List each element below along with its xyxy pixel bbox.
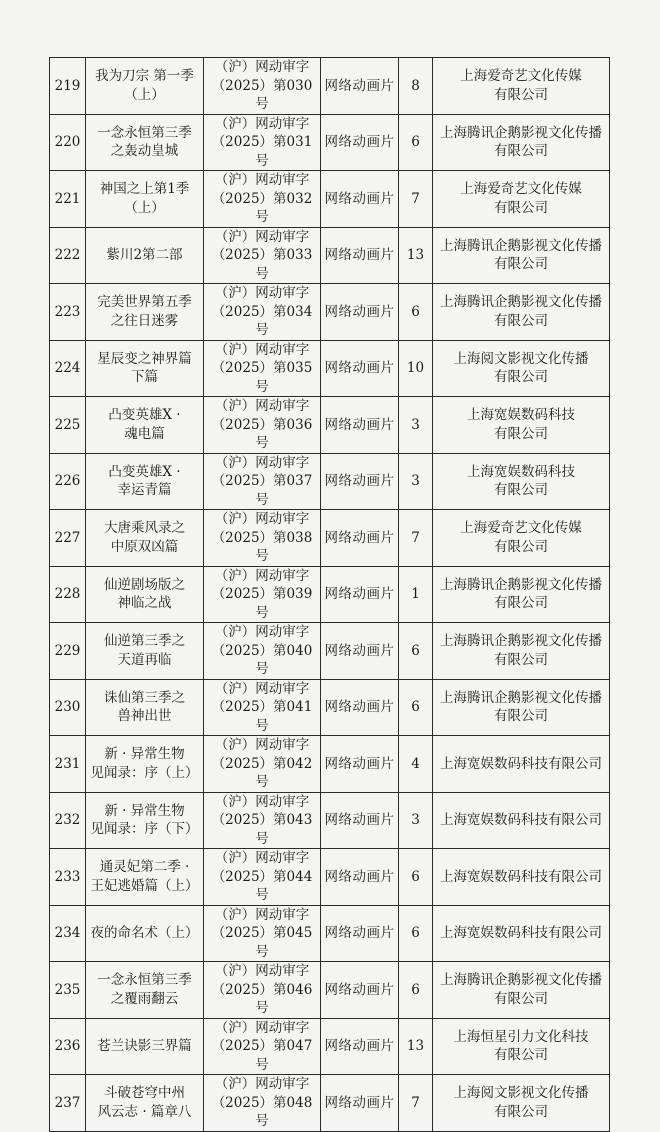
title-cell: 完美世界第五季 之往日迷雾	[86, 284, 204, 341]
company-cell: 上海爱奇艺文化传媒 有限公司	[433, 58, 610, 115]
permit-number-cell: （沪）网动审字 （2025）第047号	[204, 1018, 321, 1075]
permit-number-cell: （沪）网动审字 （2025）第036号	[204, 397, 321, 454]
company-cell: 上海宽娱数码科技 有限公司	[433, 397, 610, 454]
episodes-cell: 6	[399, 849, 433, 906]
company-cell: 上海宽娱数码科技有限公司	[433, 849, 610, 906]
type-cell: 网络动画片	[321, 284, 399, 341]
type-cell: 网络动画片	[321, 340, 399, 397]
table-row	[50, 792, 610, 849]
permit-number-cell: （沪）网动审字 （2025）第040号	[204, 623, 321, 680]
row-number: 226	[50, 453, 86, 510]
company-cell: 上海宽娱数码科技有限公司	[433, 905, 610, 962]
table-row	[50, 736, 610, 793]
title-cell: 诛仙第三季之 兽神出世	[86, 679, 204, 736]
company-cell: 上海阅文影视文化传播 有限公司	[433, 1075, 610, 1132]
company-cell: 上海阅文影视文化传播 有限公司	[433, 340, 610, 397]
row-number: 227	[50, 510, 86, 567]
title-cell: 我为刀宗 第一季 （上）	[86, 58, 204, 115]
title-cell: 星辰变之神界篇 下篇	[86, 340, 204, 397]
episodes-cell: 8	[399, 58, 433, 115]
table-row	[50, 962, 610, 1019]
episodes-cell: 4	[399, 736, 433, 793]
type-cell: 网络动画片	[321, 792, 399, 849]
type-cell: 网络动画片	[321, 227, 399, 284]
title-cell: 神国之上第1季 （上）	[86, 171, 204, 228]
title-cell: 一念永恒第三季 之覆雨翻云	[86, 962, 204, 1019]
company-cell: 上海宽娱数码科技 有限公司	[433, 453, 610, 510]
title-cell: 苍兰诀影三界篇	[86, 1018, 204, 1075]
title-cell: 紫川2第二部	[86, 227, 204, 284]
type-cell: 网络动画片	[321, 58, 399, 115]
company-cell: 上海恒星引力文化科技 有限公司	[433, 1018, 610, 1075]
row-number: 232	[50, 792, 86, 849]
episodes-cell: 6	[399, 962, 433, 1019]
permit-number-cell: （沪）网动审字 （2025）第033号	[204, 227, 321, 284]
company-cell: 上海腾讯企鹅影视文化传播 有限公司	[433, 623, 610, 680]
company-cell: 上海宽娱数码科技有限公司	[433, 736, 610, 793]
permit-number-cell: （沪）网动审字 （2025）第045号	[204, 905, 321, 962]
row-number: 229	[50, 623, 86, 680]
row-number: 235	[50, 962, 86, 1019]
row-number: 221	[50, 171, 86, 228]
title-cell: 通灵妃第二季 · 王妃逃婚篇（上）	[86, 849, 204, 906]
animation-registry-table	[49, 57, 610, 1132]
table-row	[50, 623, 610, 680]
row-number: 220	[50, 114, 86, 171]
title-cell: 大唐乘风录之 中原双凶篇	[86, 510, 204, 567]
table-row	[50, 114, 610, 171]
company-cell: 上海腾讯企鹅影视文化传播 有限公司	[433, 227, 610, 284]
episodes-cell: 3	[399, 397, 433, 454]
title-cell: 凸变英雄X · 魂电篇	[86, 397, 204, 454]
row-number: 223	[50, 284, 86, 341]
table-row	[50, 340, 610, 397]
type-cell: 网络动画片	[321, 1075, 399, 1132]
title-cell: 一念永恒第三季 之轰动皇城	[86, 114, 204, 171]
company-cell: 上海腾讯企鹅影视文化传播 有限公司	[433, 284, 610, 341]
permit-number-cell: （沪）网动审字 （2025）第034号	[204, 284, 321, 341]
row-number: 236	[50, 1018, 86, 1075]
table-row	[50, 905, 610, 962]
company-cell: 上海爱奇艺文化传媒 有限公司	[433, 171, 610, 228]
episodes-cell: 6	[399, 284, 433, 341]
type-cell: 网络动画片	[321, 905, 399, 962]
table-row	[50, 58, 610, 115]
type-cell: 网络动画片	[321, 679, 399, 736]
type-cell: 网络动画片	[321, 736, 399, 793]
episodes-cell: 10	[399, 340, 433, 397]
table-row	[50, 679, 610, 736]
title-cell: 新 · 异常生物 见闻录：序（下）	[86, 792, 204, 849]
row-number: 234	[50, 905, 86, 962]
permit-number-cell: （沪）网动审字 （2025）第044号	[204, 849, 321, 906]
permit-number-cell: （沪）网动审字 （2025）第039号	[204, 566, 321, 623]
permit-number-cell: （沪）网动审字 （2025）第043号	[204, 792, 321, 849]
episodes-cell: 7	[399, 171, 433, 228]
table-row	[50, 453, 610, 510]
episodes-cell: 13	[399, 227, 433, 284]
permit-number-cell: （沪）网动审字 （2025）第038号	[204, 510, 321, 567]
title-cell: 夜的命名术（上）	[86, 905, 204, 962]
table-row	[50, 397, 610, 454]
type-cell: 网络动画片	[321, 397, 399, 454]
permit-number-cell: （沪）网动审字 （2025）第035号	[204, 340, 321, 397]
episodes-cell: 6	[399, 905, 433, 962]
row-number: 228	[50, 566, 86, 623]
type-cell: 网络动画片	[321, 962, 399, 1019]
table-row	[50, 849, 610, 906]
table-row	[50, 284, 610, 341]
row-number: 231	[50, 736, 86, 793]
registry-table-body	[50, 58, 610, 1132]
table-row	[50, 227, 610, 284]
permit-number-cell: （沪）网动审字 （2025）第037号	[204, 453, 321, 510]
company-cell: 上海腾讯企鹅影视文化传播 有限公司	[433, 566, 610, 623]
type-cell: 网络动画片	[321, 114, 399, 171]
row-number: 224	[50, 340, 86, 397]
company-cell: 上海爱奇艺文化传媒 有限公司	[433, 510, 610, 567]
row-number: 230	[50, 679, 86, 736]
row-number: 233	[50, 849, 86, 906]
row-number: 219	[50, 58, 86, 115]
type-cell: 网络动画片	[321, 1018, 399, 1075]
episodes-cell: 6	[399, 623, 433, 680]
permit-number-cell: （沪）网动审字 （2025）第046号	[204, 962, 321, 1019]
episodes-cell: 3	[399, 453, 433, 510]
type-cell: 网络动画片	[321, 171, 399, 228]
company-cell: 上海宽娱数码科技有限公司	[433, 792, 610, 849]
type-cell: 网络动画片	[321, 849, 399, 906]
type-cell: 网络动画片	[321, 453, 399, 510]
episodes-cell: 6	[399, 114, 433, 171]
title-cell: 仙逆第三季之 天道再临	[86, 623, 204, 680]
row-number: 225	[50, 397, 86, 454]
title-cell: 新 · 异常生物 见闻录：序（上）	[86, 736, 204, 793]
company-cell: 上海腾讯企鹅影视文化传播 有限公司	[433, 114, 610, 171]
title-cell: 凸变英雄X · 幸运青篇	[86, 453, 204, 510]
type-cell: 网络动画片	[321, 623, 399, 680]
episodes-cell: 7	[399, 510, 433, 567]
table-row	[50, 171, 610, 228]
permit-number-cell: （沪）网动审字 （2025）第041号	[204, 679, 321, 736]
episodes-cell: 6	[399, 679, 433, 736]
table-row	[50, 510, 610, 567]
company-cell: 上海腾讯企鹅影视文化传播 有限公司	[433, 962, 610, 1019]
table-row	[50, 1075, 610, 1132]
type-cell: 网络动画片	[321, 566, 399, 623]
table-row	[50, 1018, 610, 1075]
permit-number-cell: （沪）网动审字 （2025）第030号	[204, 58, 321, 115]
episodes-cell: 7	[399, 1075, 433, 1132]
episodes-cell: 13	[399, 1018, 433, 1075]
row-number: 222	[50, 227, 86, 284]
row-number: 237	[50, 1075, 86, 1132]
title-cell: 斗破苍穹中州 风云志 · 篇章八	[86, 1075, 204, 1132]
type-cell: 网络动画片	[321, 510, 399, 567]
company-cell: 上海腾讯企鹅影视文化传播 有限公司	[433, 679, 610, 736]
permit-number-cell: （沪）网动审字 （2025）第032号	[204, 171, 321, 228]
permit-number-cell: （沪）网动审字 （2025）第042号	[204, 736, 321, 793]
title-cell: 仙逆剧场版之 神临之战	[86, 566, 204, 623]
episodes-cell: 1	[399, 566, 433, 623]
permit-number-cell: （沪）网动审字 （2025）第031号	[204, 114, 321, 171]
permit-number-cell: （沪）网动审字 （2025）第048号	[204, 1075, 321, 1132]
table-row	[50, 566, 610, 623]
episodes-cell: 3	[399, 792, 433, 849]
